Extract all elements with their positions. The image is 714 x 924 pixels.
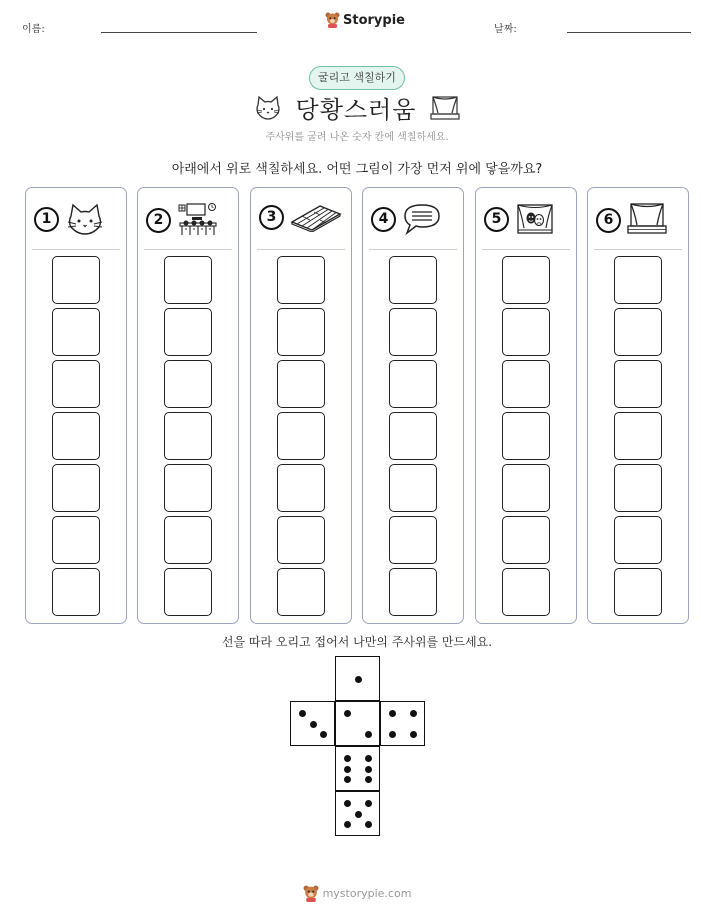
column-header — [484, 202, 555, 236]
dice-pip — [365, 731, 372, 738]
cat-icon — [65, 202, 105, 236]
color-box[interactable] — [502, 568, 550, 616]
column-number: 2 — [146, 208, 171, 233]
activity-badge: 굴리고 색칠하기 — [309, 66, 405, 90]
color-box[interactable] — [277, 464, 325, 512]
column-divider — [594, 249, 682, 250]
floorboard-icon — [290, 202, 342, 232]
column-header — [34, 202, 105, 236]
column-number: 4 — [371, 207, 396, 232]
color-box[interactable] — [52, 568, 100, 616]
dice-pip — [365, 800, 372, 807]
dice-face-4 — [380, 701, 425, 746]
color-box[interactable] — [502, 412, 550, 460]
dice-face-5 — [335, 791, 380, 836]
subtitle: 주사위를 굴려 나온 숫자 칸에 색칠하세요. — [265, 132, 449, 143]
color-box[interactable] — [164, 308, 212, 356]
dice-pip — [344, 755, 351, 762]
color-box[interactable] — [164, 516, 212, 564]
column-6 — [587, 187, 689, 624]
page-title: 당황스러움 — [295, 96, 417, 124]
cat-icon — [254, 95, 282, 121]
speech-bubble-icon — [402, 202, 442, 236]
color-box[interactable] — [277, 308, 325, 356]
color-box[interactable] — [502, 360, 550, 408]
color-box[interactable] — [52, 464, 100, 512]
dice-pip — [344, 776, 351, 783]
color-box[interactable] — [52, 308, 100, 356]
color-box[interactable] — [614, 308, 662, 356]
color-box[interactable] — [164, 464, 212, 512]
column-3 — [250, 187, 352, 624]
dice-face-6 — [335, 746, 380, 791]
dice-pip — [310, 721, 317, 728]
color-box[interactable] — [52, 516, 100, 564]
color-box[interactable] — [277, 412, 325, 460]
column-5 — [475, 187, 577, 624]
column-header — [371, 202, 442, 236]
dice-face-2 — [335, 701, 380, 746]
column-header — [596, 202, 667, 238]
column-number: 3 — [259, 205, 284, 230]
name-line — [101, 32, 257, 33]
color-box[interactable] — [614, 256, 662, 304]
color-box[interactable] — [52, 412, 100, 460]
dice-pip — [365, 755, 372, 762]
dice-pip — [320, 731, 327, 738]
dice-pip — [344, 800, 351, 807]
color-box[interactable] — [389, 256, 437, 304]
color-box[interactable] — [389, 464, 437, 512]
dice-pip — [389, 710, 396, 717]
color-box[interactable] — [614, 516, 662, 564]
column-divider — [257, 249, 345, 250]
column-divider — [32, 249, 120, 250]
color-box[interactable] — [52, 256, 100, 304]
column-divider — [369, 249, 457, 250]
dice-pip — [365, 766, 372, 773]
brand-logo — [325, 12, 405, 28]
column-header — [146, 202, 219, 238]
color-box[interactable] — [389, 360, 437, 408]
dice-face-1 — [335, 656, 380, 701]
dice-pip — [410, 731, 417, 738]
color-box[interactable] — [389, 516, 437, 564]
column-number: 5 — [484, 207, 509, 232]
dice-pip — [365, 821, 372, 828]
color-box[interactable] — [614, 464, 662, 512]
dice-pip — [389, 731, 396, 738]
dice-face-3 — [290, 701, 335, 746]
column-4 — [362, 187, 464, 624]
column-number: 1 — [34, 207, 59, 232]
classroom-icon — [177, 202, 219, 238]
dice-pip — [299, 710, 306, 717]
color-box[interactable] — [502, 516, 550, 564]
column-divider — [144, 249, 232, 250]
color-box[interactable] — [502, 308, 550, 356]
footer-url[interactable]: mystorypie.com — [322, 887, 412, 900]
column-number: 6 — [596, 208, 621, 233]
cut-instruction: 선을 따라 오리고 접어서 나만의 주사위를 만드세요. — [221, 635, 493, 649]
column-1 — [25, 187, 127, 624]
color-box[interactable] — [277, 256, 325, 304]
column-divider — [482, 249, 570, 250]
title-row — [0, 90, 714, 125]
color-box[interactable] — [277, 568, 325, 616]
color-box[interactable] — [614, 568, 662, 616]
color-box[interactable] — [164, 360, 212, 408]
color-box[interactable] — [164, 256, 212, 304]
color-box[interactable] — [277, 360, 325, 408]
dice-pip — [344, 710, 351, 717]
brand-name: Storypie — [343, 12, 405, 28]
column-header — [259, 202, 342, 232]
name-label: 이름: — [22, 24, 45, 35]
date-line — [567, 32, 691, 33]
color-box[interactable] — [614, 412, 662, 460]
color-box[interactable] — [502, 256, 550, 304]
dice-pip — [410, 710, 417, 717]
color-box[interactable] — [389, 568, 437, 616]
color-box[interactable] — [164, 412, 212, 460]
color-box[interactable] — [389, 412, 437, 460]
color-box[interactable] — [277, 516, 325, 564]
date-label: 날짜: — [494, 24, 517, 35]
bear-icon — [325, 12, 340, 28]
dice-pip — [365, 776, 372, 783]
dice-pip — [355, 811, 362, 818]
theater-masks-icon — [515, 202, 555, 236]
dice-pip — [344, 766, 351, 773]
color-box[interactable] — [164, 568, 212, 616]
instruction: 아래에서 위로 색칠하세요. 어떤 그림이 가장 먼저 위에 닿을까요? — [171, 162, 543, 177]
stage-curtain-icon — [430, 95, 460, 121]
dice-pip — [344, 821, 351, 828]
footer — [0, 885, 714, 902]
column-2 — [137, 187, 239, 624]
color-box[interactable] — [614, 360, 662, 408]
bear-icon — [303, 885, 319, 902]
dice-pip — [355, 676, 362, 683]
stage-curtain-icon — [627, 202, 667, 238]
color-box[interactable] — [389, 308, 437, 356]
color-box[interactable] — [52, 360, 100, 408]
color-box[interactable] — [502, 464, 550, 512]
